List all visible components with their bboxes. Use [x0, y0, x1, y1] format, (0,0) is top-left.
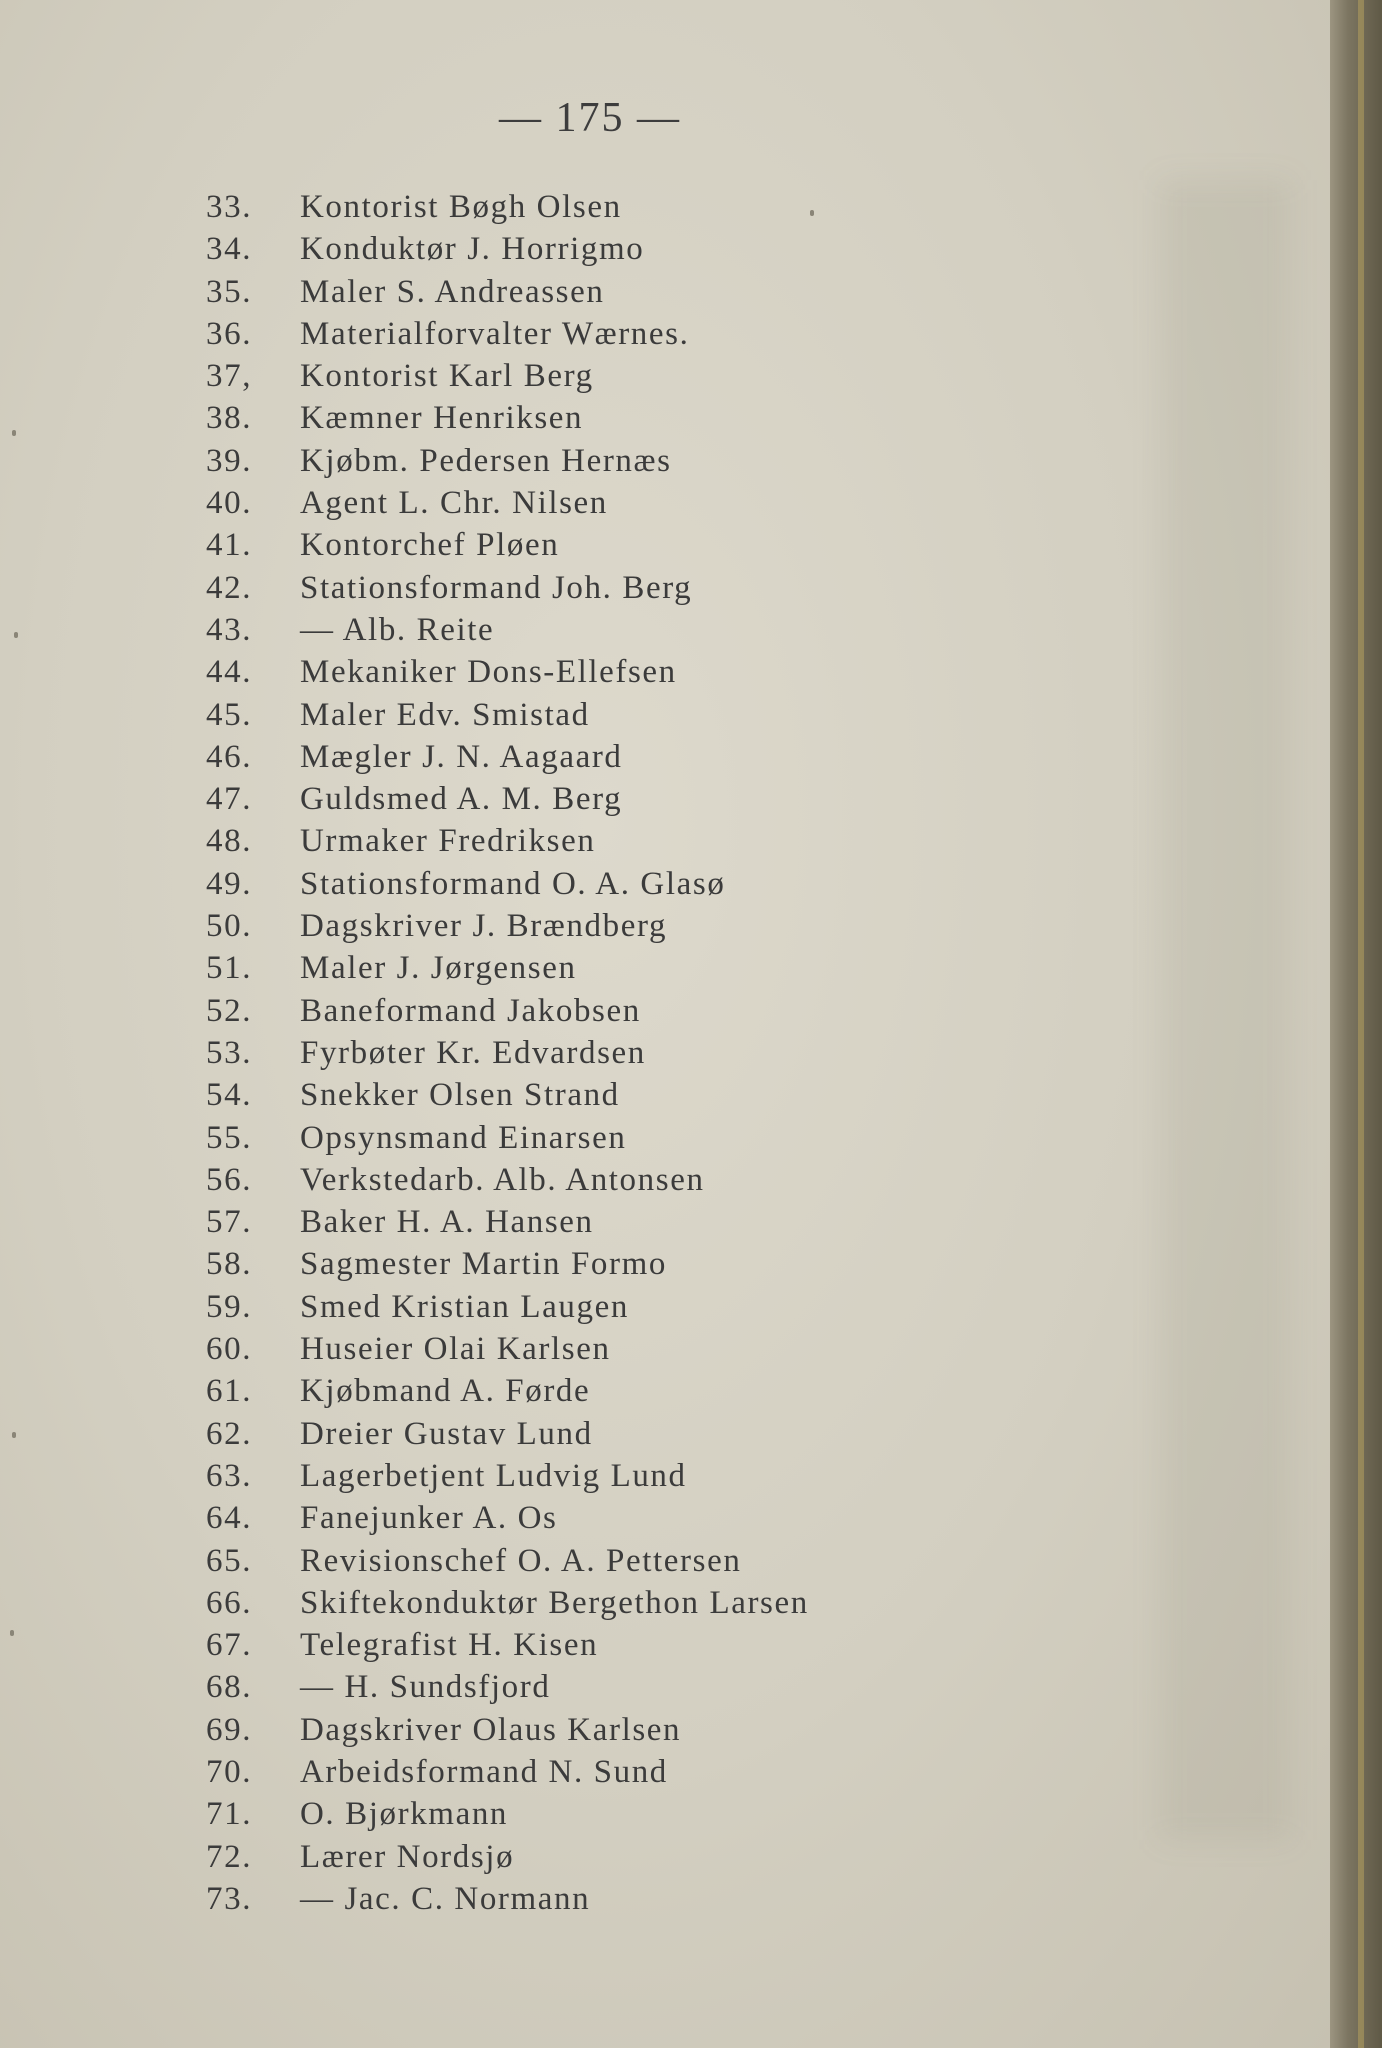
entry-text: O. Bjørkmann: [300, 1796, 509, 1833]
list-item: [206, 1117, 809, 1159]
entry-text: Kontorchef Pløen: [300, 527, 560, 564]
entry-text: Mekaniker Dons-Ellefsen: [300, 654, 677, 691]
entry-number: 62.: [206, 1415, 253, 1452]
entry-text: Baneformand Jakobsen: [300, 992, 641, 1029]
entry-text: Lærer Nordsjø: [300, 1838, 515, 1875]
entry-number: 42.: [206, 569, 253, 606]
entry-number: 36.: [206, 315, 253, 352]
paper-speck: [12, 430, 16, 436]
entry-text: Fanejunker A. Os: [300, 1500, 558, 1537]
paper-speck: [10, 1630, 14, 1636]
entry-text: Kjøbmand A. Førde: [300, 1373, 591, 1410]
entry-number: 61.: [206, 1373, 253, 1410]
entry-text: Urmaker Fredriksen: [300, 823, 596, 860]
show-through-text: [1160, 180, 1290, 1840]
entry-text: — Jac. C. Normann: [300, 1880, 591, 1917]
entry-number: 33.: [206, 189, 253, 225]
list-item: [206, 397, 809, 439]
entry-text: Maler S. Andreassen: [300, 273, 605, 310]
list-item: [206, 1032, 809, 1074]
entry-number: 34.: [206, 231, 253, 268]
entry-text: Maler Edv. Smistad: [300, 696, 590, 733]
entry-number: 59.: [206, 1288, 253, 1325]
entry-number: 40.: [206, 485, 253, 522]
entry-number: 71.: [206, 1796, 253, 1833]
entry-text: Guldsmed A. M. Berg: [300, 781, 623, 818]
list-item: [206, 905, 809, 947]
entry-number: 56.: [206, 1161, 253, 1198]
entry-number: 58.: [206, 1246, 253, 1283]
list-item: [206, 1497, 809, 1539]
entry-text: Maler J. Jørgensen: [300, 950, 577, 987]
entry-text: Dreier Gustav Lund: [300, 1415, 593, 1452]
entry-text: Verkstedarb. Alb. Antonsen: [300, 1161, 705, 1198]
list-item: [206, 1201, 809, 1243]
entry-text: Dagskriver J. Brændberg: [300, 908, 668, 945]
entry-text: Konduktør J. Horrigmo: [300, 231, 645, 268]
entry-text: Huseier Olai Karlsen: [300, 1331, 611, 1368]
entry-text: Stationsformand Joh. Berg: [300, 569, 693, 606]
entry-number: 57.: [206, 1204, 253, 1241]
entry-number: 49.: [206, 865, 253, 902]
list-item: [206, 694, 809, 736]
entry-number: 35.: [206, 273, 253, 310]
list-item: [206, 355, 809, 397]
entry-text: Opsynsmand Einarsen: [300, 1119, 627, 1156]
entry-text: Sagmester Martin Formo: [300, 1246, 667, 1283]
entry-text: Baker H. A. Hansen: [300, 1204, 594, 1241]
entry-number: 53.: [206, 1034, 253, 1071]
list-item: [206, 186, 809, 228]
entry-number: 51.: [206, 950, 253, 987]
entry-text: Revisionschef O. A. Pettersen: [300, 1542, 742, 1579]
entry-number: 68.: [206, 1669, 253, 1706]
paper-speck: [14, 632, 18, 638]
entry-number: 50.: [206, 908, 253, 945]
entry-number: 45.: [206, 696, 253, 733]
entry-number: 39.: [206, 442, 253, 479]
list-item: [206, 778, 809, 820]
list-item: [206, 1074, 809, 1116]
entry-text: Kontorist Bøgh Olsen: [300, 189, 622, 225]
entry-number: 48.: [206, 823, 253, 860]
entry-number: 55.: [206, 1119, 253, 1156]
list-item: [206, 1455, 809, 1497]
list-item: [206, 1328, 809, 1370]
entry-text: Materialforvalter Wærnes.: [300, 315, 690, 352]
entry-text: Fyrbøter Kr. Edvardsen: [300, 1034, 646, 1071]
entry-number: 66.: [206, 1584, 253, 1621]
list-item: [206, 228, 809, 270]
entry-number: 63.: [206, 1457, 253, 1494]
entry-text: Snekker Olsen Strand: [300, 1077, 620, 1114]
entry-text: Smed Kristian Laugen: [300, 1288, 629, 1325]
list-item: [206, 1159, 809, 1201]
entry-number: 73.: [206, 1880, 253, 1917]
entry-text: Kæmner Henriksen: [300, 400, 584, 437]
list-item: [206, 440, 809, 482]
entry-number: 65.: [206, 1542, 253, 1579]
list-item: [206, 1793, 809, 1835]
entry-number: 41.: [206, 527, 253, 564]
list-item: [206, 1624, 809, 1666]
entry-text: Lagerbetjent Ludvig Lund: [300, 1457, 687, 1494]
entry-text: Telegrafist H. Kisen: [300, 1627, 599, 1664]
list-item: [206, 736, 809, 778]
entry-number: 54.: [206, 1077, 253, 1114]
list-item: [206, 1582, 809, 1624]
entry-number: 67.: [206, 1627, 253, 1664]
list-item: [206, 1370, 809, 1412]
entry-text: Arbeidsformand N. Sund: [300, 1753, 668, 1790]
entry-number: 70.: [206, 1753, 253, 1790]
list-item: [206, 271, 809, 313]
entry-text: Kjøbm. Pedersen Hernæs: [300, 442, 672, 479]
entry-number: 69.: [206, 1711, 253, 1748]
name-list: [206, 186, 809, 1920]
list-item: [206, 1836, 809, 1878]
list-item: [206, 1286, 809, 1328]
entry-text: Dagskriver Olaus Karlsen: [300, 1711, 682, 1748]
list-item: [206, 1540, 809, 1582]
list-item: [206, 1709, 809, 1751]
list-item: [206, 524, 809, 566]
list-item: [206, 1413, 809, 1455]
entry-number: 60.: [206, 1331, 253, 1368]
entry-text: Agent L. Chr. Nilsen: [300, 485, 608, 522]
list-item: [206, 567, 809, 609]
entry-number: 47.: [206, 781, 253, 818]
book-edge-stripe: [1358, 0, 1364, 2048]
entry-number: 43.: [206, 611, 253, 648]
entry-text: Mægler J. N. Aagaard: [300, 738, 623, 775]
entry-number: 37,: [206, 358, 253, 395]
entry-number: 44.: [206, 654, 253, 691]
list-item: [206, 1243, 809, 1285]
list-item: [206, 1751, 809, 1793]
page-number: — 175 —: [499, 95, 681, 141]
entry-text: Stationsformand O. A. Glasø: [300, 865, 726, 902]
list-item: [206, 1666, 809, 1708]
entry-number: 72.: [206, 1838, 253, 1875]
paper-speck: [12, 1432, 16, 1438]
entry-text: — H. Sundsfjord: [300, 1669, 551, 1706]
list-item: [206, 651, 809, 693]
entry-text: — Alb. Reite: [300, 611, 495, 648]
entry-number: 52.: [206, 992, 253, 1029]
list-item: [206, 947, 809, 989]
entry-text: Skiftekonduktør Bergethon Larsen: [300, 1584, 809, 1621]
paper-speck: [810, 210, 814, 216]
list-item: [206, 990, 809, 1032]
entry-text: Kontorist Karl Berg: [300, 358, 594, 395]
list-item: [206, 609, 809, 651]
entry-number: 64.: [206, 1500, 253, 1537]
entry-number: 46.: [206, 738, 253, 775]
list-item: [206, 820, 809, 862]
entry-number: 38.: [206, 400, 253, 437]
list-item: [206, 863, 809, 905]
list-item: [206, 1878, 809, 1920]
list-item: [206, 482, 809, 524]
list-item: [206, 313, 809, 355]
book-edge: [1330, 0, 1382, 2048]
